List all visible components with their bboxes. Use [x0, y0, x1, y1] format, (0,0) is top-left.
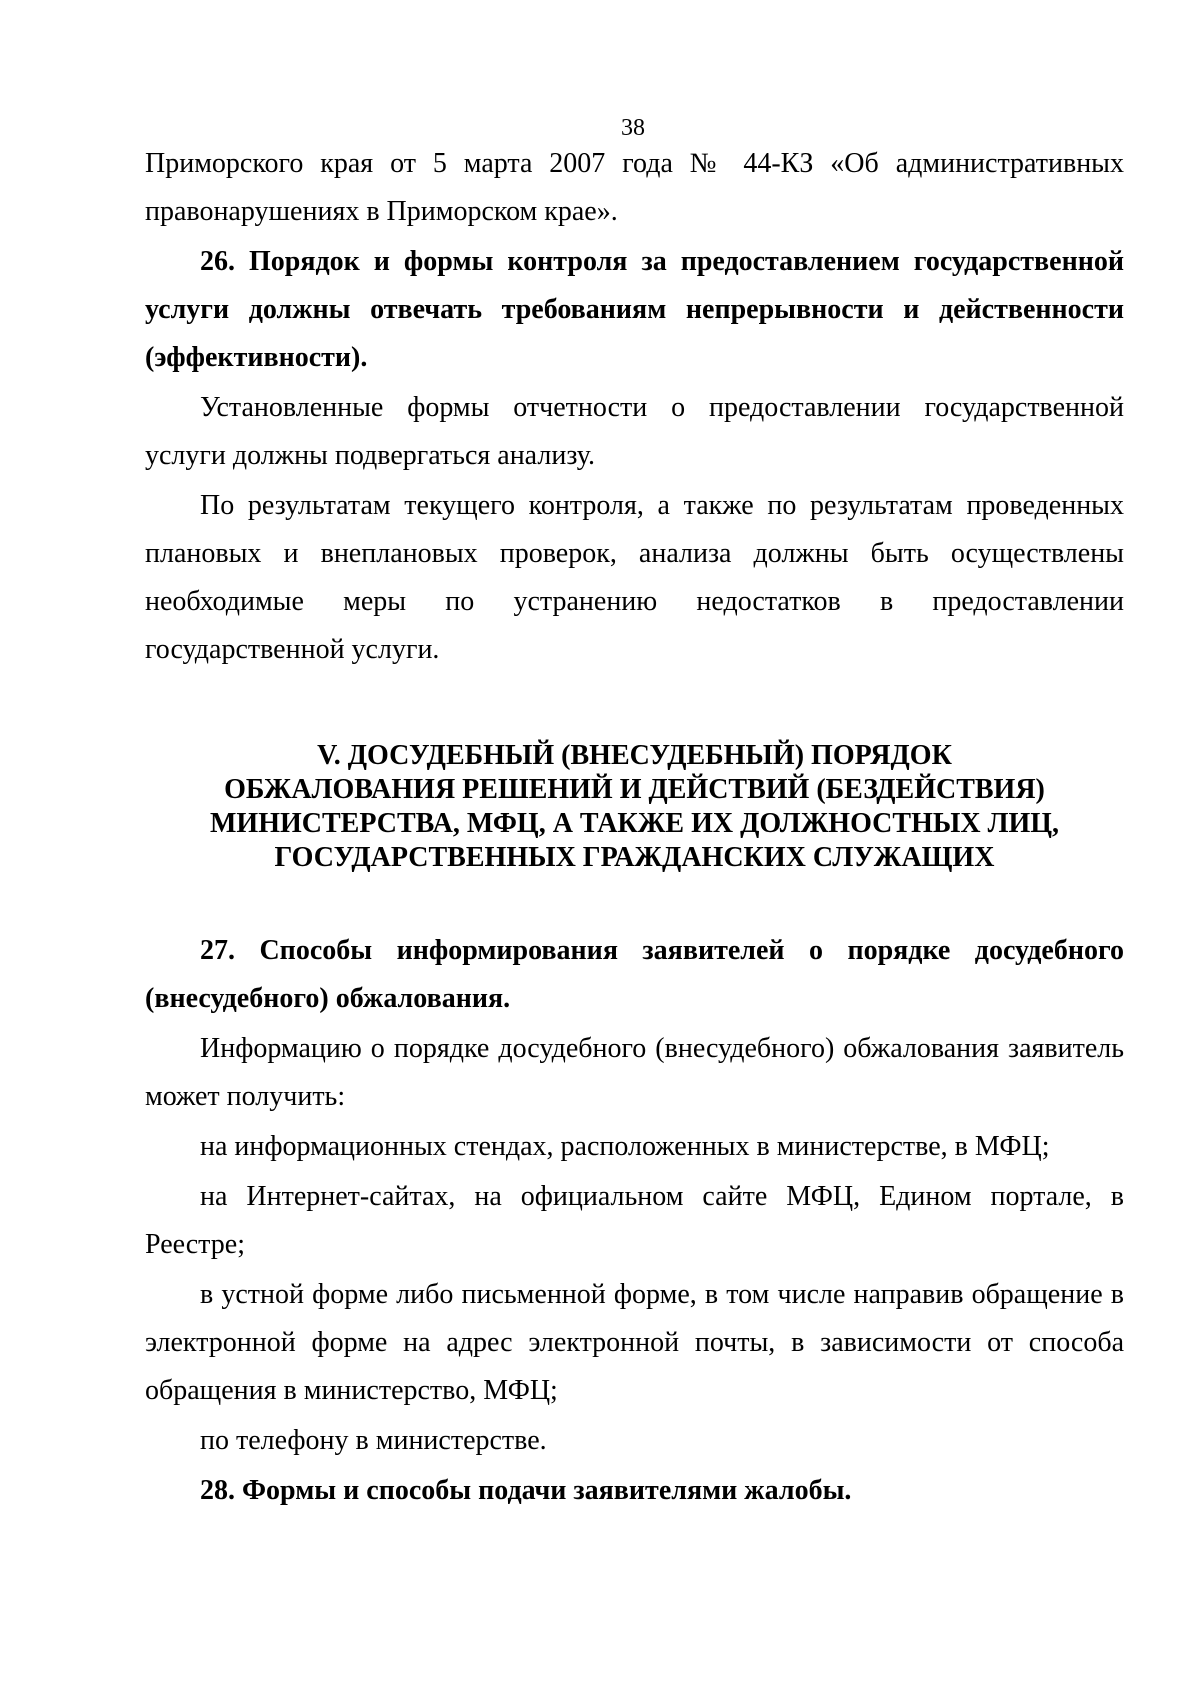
section-v-title — [145, 739, 1124, 875]
section-title-line: ОБЖАЛОВАНИЯ РЕШЕНИЙ И ДЕЙСТВИЙ (БЕЗДЕЙСТВИЯ) — [224, 774, 1045, 805]
section-title-line: МИНИСТЕРСТВА, МФЦ, А ТАКЖЕ ИХ ДОЛЖНОСТНЫХ ЛИЦ, — [210, 808, 1059, 839]
paragraph-info-sources: Информацию о порядке досудебного (внесудебного) обжалования заявитель может получить: — [145, 1033, 1124, 1112]
page-number: 38 — [621, 115, 645, 141]
section-title-line: V. ДОСУДЕБНЫЙ (ВНЕСУДЕБНЫЙ) ПОРЯДОК — [317, 740, 952, 771]
section-title-line: ГОСУДАРСТВЕННЫХ ГРАЖДАНСКИХ СЛУЖАЩИХ — [274, 842, 995, 873]
list-item-written-form: в устной форме либо письменной форме, в том числе направив обращение в электронной форме на адрес электронной почты, в зависимости от способа обращения в министерство, МФЦ; — [145, 1279, 1124, 1406]
page-body — [145, 140, 1124, 1515]
paragraph-law-reference: Приморского края от 5 марта 2007 года № 44-КЗ «Об административных правонарушениях в Приморском крае». — [145, 148, 1124, 227]
list-item-websites: на Интернет-сайтах, на официальном сайте МФЦ, Едином портале, в Реестре; — [145, 1181, 1124, 1260]
heading-item-27: 27. Способы информирования заявителей о порядке досудебного (внесудебного) обжалования. — [145, 935, 1124, 1014]
paragraph-control-results: По результатам текущего контроля, а также по результатам проведенных плановых и внеплановых проверок, анализа должны быть осуществлены необходимые меры по устранению недостатков в предоставлении государственной услуги. — [145, 490, 1124, 665]
paragraph-reporting-forms: Установленные формы отчетности о предоставлении государственной услуги должны подвергаться анализу. — [145, 392, 1124, 471]
list-item-stands: на информационных стендах, расположенных в министерстве, в МФЦ; — [200, 1131, 1050, 1162]
list-item-phone: по телефону в министерстве. — [200, 1425, 547, 1456]
heading-item-26: 26. Порядок и формы контроля за предоставлением государственной услуги должны отвечать требованиям непрерывности и действенности (эффективности). — [145, 246, 1124, 373]
heading-item-28: 28. Формы и способы подачи заявителями жалобы. — [200, 1475, 852, 1506]
